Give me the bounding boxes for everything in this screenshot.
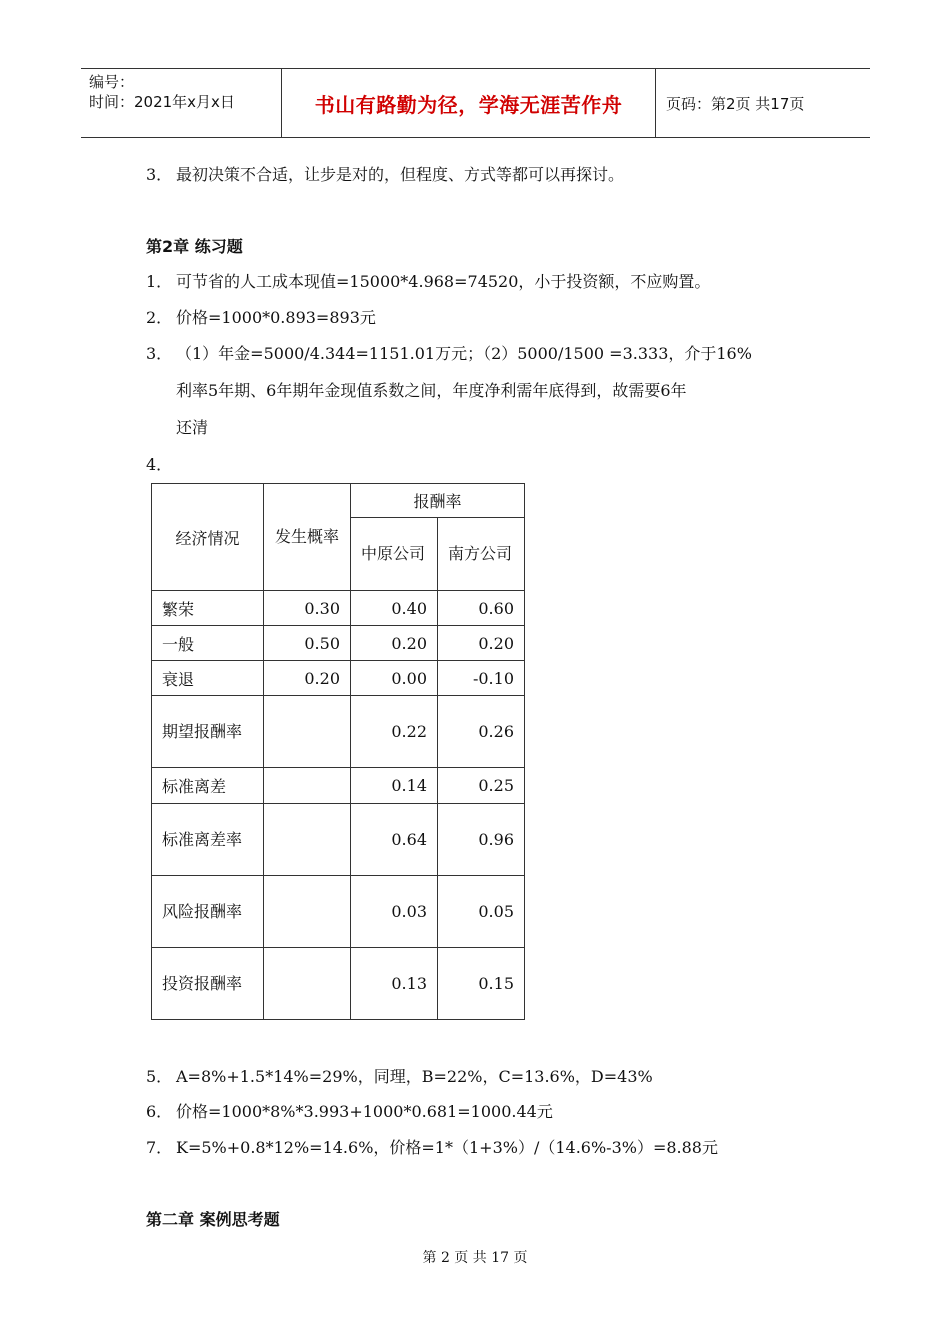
intro-item: 3． 最初决策不合适，让步是对的，但程度、方式等都可以再探讨。: [146, 165, 625, 184]
list-item: 4．: [146, 455, 173, 474]
table-row: 标准离差 0.14 0.25: [152, 768, 525, 804]
table-row: 衰退 0.20 0.00 -0.10: [152, 661, 525, 696]
header-probability: 发生概率: [264, 484, 351, 591]
list-item: 1． 可节省的人工成本现值=15000*4.968=74520，小于投资额，不应购置。: [146, 272, 711, 291]
page-header: [81, 68, 870, 138]
page-footer: 第 2 页 共 17 页: [422, 1250, 528, 1266]
table-row: 标准离差率 0.64 0.96: [152, 804, 525, 876]
header-meta: [81, 69, 282, 137]
table-row: 期望报酬率 0.22 0.26: [152, 696, 525, 768]
number-label: 编号：: [89, 73, 135, 91]
header-page-info: 页码：第2页 共17页: [666, 94, 805, 113]
section-title-exercises: 第2章 练习题: [146, 237, 243, 256]
table-row: 风险报酬率 0.03 0.05: [152, 876, 525, 948]
header-company-a: 中原公司: [351, 518, 438, 591]
header-return-rate: 报酬率: [351, 484, 525, 518]
section-title-cases: 第二章 案例思考题: [146, 1210, 280, 1229]
list-item: 6． 价格=1000*8%*3.993+1000*0.681=1000.44元: [146, 1102, 553, 1121]
list-item: 3． （1）年金=5000/4.344=1151.01万元；（2）5000/1500 =3.333，介于16%: [146, 344, 752, 363]
header-company-b: 南方公司: [438, 518, 525, 591]
header-motto: 书山有路勤为径，学海无涯苦作舟: [282, 69, 656, 137]
table-row: 繁荣 0.30 0.40 0.60: [152, 591, 525, 626]
return-rate-table: [151, 483, 525, 1020]
time-label: 时间：2021年x月x日: [89, 93, 235, 111]
list-item: 2． 价格=1000*0.893=893元: [146, 308, 376, 327]
table-row: 投资报酬率 0.13 0.15: [152, 948, 525, 1020]
list-item: 7． K=5%+0.8*12%=14.6%，价格=1*（1+3%）/（14.6%-3%）=8.88元: [146, 1138, 718, 1157]
table-row: 一般 0.50 0.20 0.20: [152, 626, 525, 661]
header-situation: 经济情况: [152, 484, 264, 591]
list-item: 5． A=8%+1.5*14%=29%，同理，B=22%，C=13.6%，D=43%: [146, 1067, 653, 1086]
list-item-continuation: 利率5年期、6年期年金现值系数之间，年度净利需年底得到，故需要6年: [176, 381, 687, 400]
list-item-continuation: 还清: [176, 418, 209, 437]
